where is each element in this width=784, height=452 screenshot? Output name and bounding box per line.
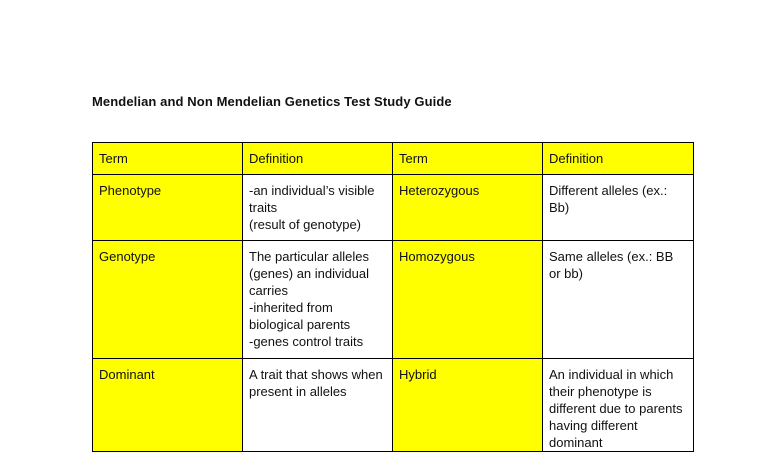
- definition-cell: Different alleles (ex.: Bb): [543, 175, 694, 241]
- definition-cell: Same alleles (ex.: BB or bb): [543, 241, 694, 359]
- definition-cell: -an individual’s visible traits (result of genotype): [243, 175, 393, 241]
- header-term-2: Term: [393, 143, 543, 175]
- term-cell: Heterozygous: [393, 175, 543, 241]
- table-row: [93, 359, 694, 452]
- table-row: [93, 241, 694, 359]
- definition-cell: The particular alleles (genes) an individual carries -inherited from biological parents -genes control traits: [243, 241, 393, 359]
- term-cell: Genotype: [93, 241, 243, 359]
- header-definition-2: Definition: [543, 143, 694, 175]
- definition-cell: An individual in which their phenotype is different due to parents having different dominant: [543, 359, 694, 452]
- document-title: Mendelian and Non Mendelian Genetics Test Study Guide: [92, 94, 452, 109]
- table-row: [93, 175, 694, 241]
- term-cell: Hybrid: [393, 359, 543, 452]
- header-definition-1: Definition: [243, 143, 393, 175]
- term-cell: Dominant: [93, 359, 243, 452]
- header-term-1: Term: [93, 143, 243, 175]
- term-cell: Homozygous: [393, 241, 543, 359]
- definition-cell: A trait that shows when present in alleles: [243, 359, 393, 452]
- study-guide-table: [92, 142, 694, 452]
- table-header-row: [93, 143, 694, 175]
- term-cell: Phenotype: [93, 175, 243, 241]
